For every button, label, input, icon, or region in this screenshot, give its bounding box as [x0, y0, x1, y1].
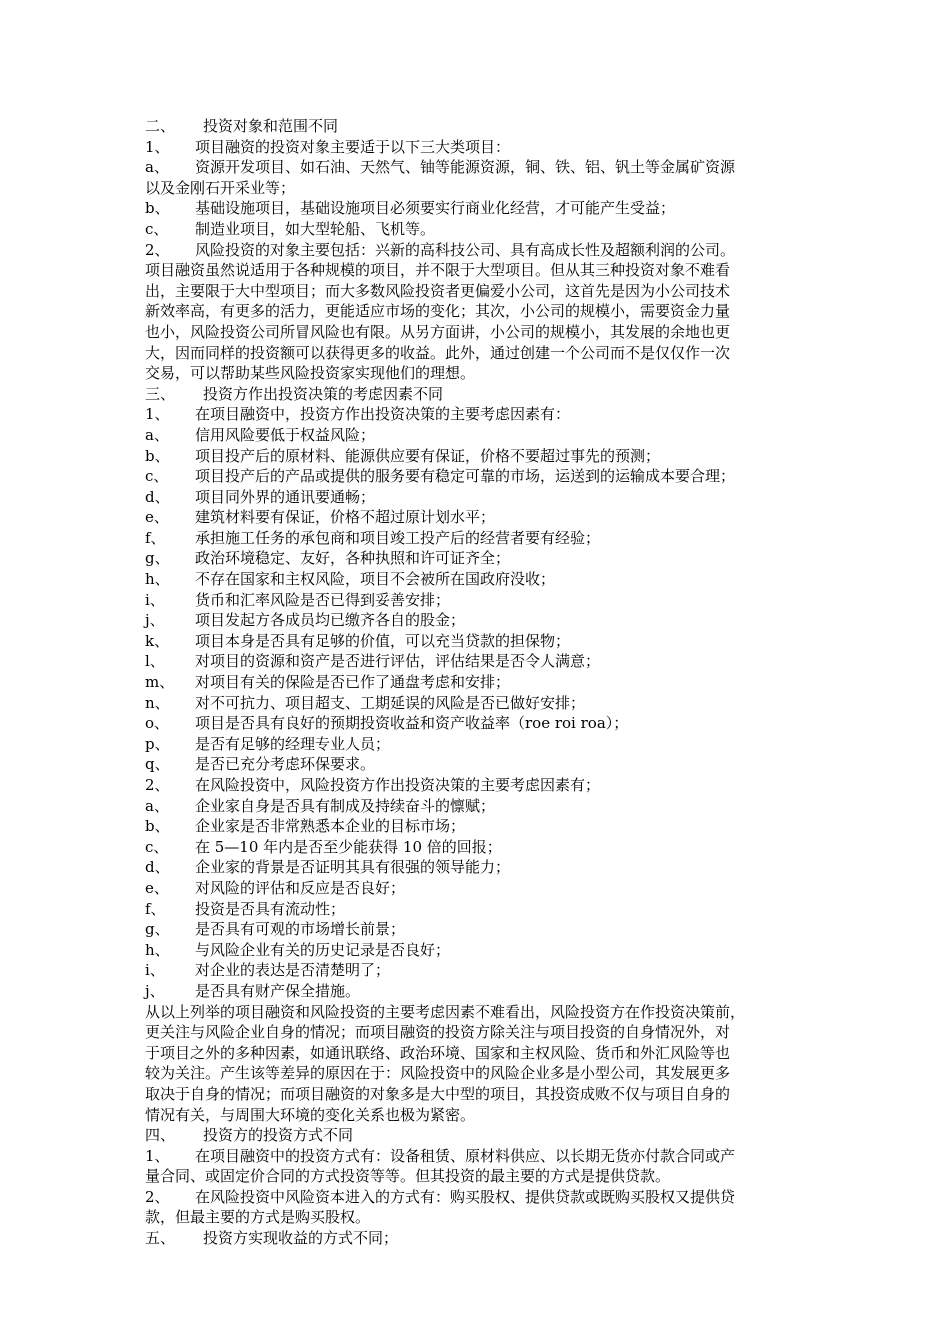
item-text: 是否已充分考虑环保要求。	[195, 755, 376, 774]
item-text: 信用风险要低于权益风险；	[195, 425, 376, 444]
item-text: 在风险投资中风险资本进入的方式有：购买股权、提供贷款或既购买股权又提供贷	[195, 1187, 736, 1206]
item-text: 对不可抗力、项目超支、工期延误的风险是否已做好安排；	[195, 693, 586, 712]
text-line: 以及金刚石开采业等；	[145, 178, 296, 197]
item-label: h、	[145, 940, 170, 959]
item-label: j、	[145, 981, 165, 1000]
item-text: 资源开发项目、如石油、天然气、铀等能源资源，铜、铁、铝、钒土等金属矿资源	[195, 158, 736, 177]
list-item	[145, 713, 835, 734]
text-line: 也小，风险投资公司所冒风险也有限。从另方面讲，小公司的规模小，其发展的余地也更	[145, 322, 731, 341]
list-item	[145, 837, 835, 858]
list-item	[145, 1146, 835, 1167]
item-text: 是否具有财产保全措施。	[195, 981, 361, 1000]
item-label: 二、	[145, 117, 176, 135]
item-text: 在风险投资中，风险投资方作出投资决策的主要考虑因素有；	[195, 776, 601, 794]
item-label: f、	[145, 899, 166, 918]
item-label: d、	[145, 487, 170, 506]
item-label: n、	[145, 693, 170, 712]
item-text: 与风险企业有关的历史记录是否良好；	[195, 940, 451, 959]
item-text: 项目本身是否具有足够的价值，可以充当贷款的担保物；	[195, 631, 571, 650]
item-label: i、	[145, 590, 165, 609]
item-text: 项目同外界的通讯要通畅；	[195, 487, 376, 506]
item-label: b、	[145, 446, 170, 465]
item-label: a、	[145, 796, 169, 815]
item-text: 在项目融资中，投资方作出投资决策的主要考虑因素有：	[195, 405, 571, 424]
item-label: d、	[145, 858, 170, 877]
item-label: j、	[145, 611, 165, 630]
item-label: c、	[145, 219, 169, 238]
text-line: 交易，可以帮助某些风险投资家实现他们的理想。	[145, 364, 476, 383]
list-item	[145, 672, 835, 693]
item-text: 项目投产后的产品或提供的服务要有稳定可靠的市场，运送到的运输成本要合理；	[195, 467, 736, 486]
list-item	[145, 1187, 835, 1208]
item-label: b、	[145, 199, 170, 218]
item-text: 企业家是否非常熟悉本企业的目标市场；	[195, 817, 466, 836]
item-text: 对项目的资源和资产是否进行评估，评估结果是否令人满意；	[195, 652, 601, 671]
list-item	[145, 878, 835, 899]
list-item	[145, 754, 835, 775]
item-text: 投资是否具有流动性；	[195, 899, 346, 918]
text-line: 于项目之外的多种因素，如通讯联络、政治环境、国家和主权风险、货币和外汇风险等也	[145, 1043, 731, 1062]
section-heading	[145, 1125, 835, 1146]
list-item	[145, 528, 835, 549]
list-item	[145, 157, 835, 178]
list-item	[145, 775, 835, 796]
text-line: 款，但最主要的方式是购买股权。	[145, 1208, 371, 1227]
section-heading	[145, 1228, 835, 1249]
item-text: 项目投产后的原材料、能源供应要有保证，价格不要超过事先的预测；	[195, 446, 661, 465]
item-label: e、	[145, 878, 169, 897]
list-item	[145, 899, 835, 920]
list-item	[145, 693, 835, 714]
item-text: 建筑材料要有保证，价格不超过原计划水平；	[195, 508, 496, 527]
list-item	[145, 569, 835, 590]
item-text: 在项目融资中的投资方式有：设备租赁、原材料供应、以长期无货亦付款合同或产	[195, 1146, 736, 1165]
item-text: 投资对象和范围不同	[203, 117, 339, 135]
item-label: q、	[145, 755, 170, 774]
section-heading	[145, 116, 835, 137]
text-line: 取决于自身的情况；而项目融资的对象多是大中型的项目，其投资成败不仅与项目自身的	[145, 1084, 731, 1103]
text-line: 大，因而同样的投资额可以获得更多的收益。此外，通过创建一个公司而不是仅仅作一次	[145, 343, 731, 362]
list-item	[145, 219, 835, 240]
item-label: o、	[145, 714, 170, 733]
item-text: 政治环境稳定、友好，各种执照和许可证齐全；	[195, 549, 511, 568]
text-line: 情况有关，与周围大环境的变化关系也极为紧密。	[145, 1105, 476, 1124]
document-body	[145, 116, 835, 1249]
item-text: 项目发起方各成员均已缴齐各自的股金；	[195, 611, 466, 630]
list-item	[145, 940, 835, 961]
text-line: 更关注与风险企业自身的情况；而项目融资的投资方除关注与项目投资的自身情况外，对	[145, 1023, 731, 1042]
item-text: 项目融资的投资对象主要适于以下三大类项目：	[195, 137, 511, 156]
text-line: 量合同、或固定价合同的方式投资等等。但其投资的最主要的方式是提供贷款。	[145, 1167, 671, 1186]
list-item	[145, 590, 835, 611]
item-text: 项目是否具有良好的预期投资收益和资产收益率（roe roi roa）；	[195, 714, 629, 733]
list-item	[145, 981, 835, 1002]
list-item	[145, 857, 835, 878]
list-item	[145, 651, 835, 672]
item-text: 制造业项目，如大型轮船、飞机等。	[195, 219, 436, 238]
item-label: p、	[145, 734, 170, 753]
item-label: e、	[145, 508, 169, 527]
item-label: b、	[145, 817, 170, 836]
item-text: 投资方实现收益的方式不同；	[203, 1229, 399, 1248]
list-item	[145, 960, 835, 981]
item-label: k、	[145, 631, 170, 650]
item-text: 企业家自身是否具有制成及持续奋斗的懔赋；	[195, 796, 496, 815]
list-item	[145, 631, 835, 652]
list-item	[145, 610, 835, 631]
list-item	[145, 487, 835, 508]
item-label: f、	[145, 528, 166, 547]
text-line: 较为关注。产生该等差异的原因在于：风险投资中的风险企业多是小型公司，其发展更多	[145, 1064, 731, 1083]
text-line: 从以上列举的项目融资和风险投资的主要考虑因素不难看出，风险投资方在作投资决策前，	[145, 1002, 746, 1021]
item-label: h、	[145, 570, 170, 589]
list-item	[145, 425, 835, 446]
item-label: 五、	[145, 1229, 176, 1248]
section-heading	[145, 384, 835, 405]
list-item	[145, 796, 835, 817]
text-line: 新效率高，有更多的活力，更能适应市场的变化；其次，小公司的规模小，需要资金力量	[145, 302, 731, 321]
item-label: c、	[145, 837, 169, 856]
item-label: 1、	[145, 1146, 170, 1165]
list-item	[145, 446, 835, 467]
item-text: 承担施工任务的承包商和项目竣工投产后的经营者要有经验；	[195, 528, 601, 547]
item-label: g、	[145, 549, 170, 568]
list-item	[145, 919, 835, 940]
item-text: 不存在国家和主权风险，项目不会被所在国政府没收；	[195, 570, 556, 589]
item-label: a、	[145, 158, 169, 177]
item-label: 四、	[145, 1126, 176, 1145]
item-text: 对项目有关的保险是否已作了通盘考虑和安排；	[195, 673, 511, 692]
item-label: i、	[145, 961, 165, 980]
item-label: c、	[145, 467, 169, 486]
item-text: 风险投资的对象主要包括：兴新的高科技公司、具有高成长性及超额利润的公司。	[195, 240, 736, 259]
item-label: g、	[145, 920, 170, 939]
text-line: 项目融资虽然说适用于各种规模的项目，并不限于大型项目。但从其三种投资对象不难看	[145, 261, 731, 280]
item-text: 对风险的评估和反应是否良好；	[195, 878, 406, 897]
item-label: l、	[145, 652, 165, 671]
item-label: m、	[145, 673, 175, 692]
item-label: 1、	[145, 137, 170, 156]
list-item	[145, 404, 835, 425]
list-item	[145, 548, 835, 569]
item-text: 企业家的背景是否证明其具有很强的领导能力；	[195, 858, 511, 877]
item-label: 2、	[145, 1187, 170, 1206]
item-label: 1、	[145, 405, 170, 424]
list-item	[145, 507, 835, 528]
item-text: 是否有足够的经理专业人员；	[195, 734, 391, 753]
list-item	[145, 137, 835, 158]
list-item	[145, 816, 835, 837]
item-label: 2、	[145, 776, 170, 794]
list-item	[145, 466, 835, 487]
list-item	[145, 198, 835, 219]
item-text: 在 5—10 年内是否至少能获得 10 倍的回报；	[195, 837, 502, 856]
item-label: 三、	[145, 384, 176, 403]
item-text: 货币和汇率风险是否已得到妥善安排；	[195, 590, 451, 609]
list-item	[145, 240, 835, 261]
item-text: 基础设施项目，基础设施项目必须要实行商业化经营，才可能产生受益；	[195, 199, 676, 218]
item-text: 是否具有可观的市场增长前景；	[195, 920, 406, 939]
text-line: 出，主要限于大中型项目；而大多数风险投资者更偏爱小公司，这首先是因为小公司技术	[145, 281, 731, 300]
item-label: 2、	[145, 240, 170, 259]
item-text: 投资方作出投资决策的考虑因素不同	[203, 384, 444, 403]
item-label: a、	[145, 425, 169, 444]
item-text: 投资方的投资方式不同	[203, 1126, 354, 1145]
list-item	[145, 734, 835, 755]
item-text: 对企业的表达是否清楚明了；	[195, 961, 391, 980]
